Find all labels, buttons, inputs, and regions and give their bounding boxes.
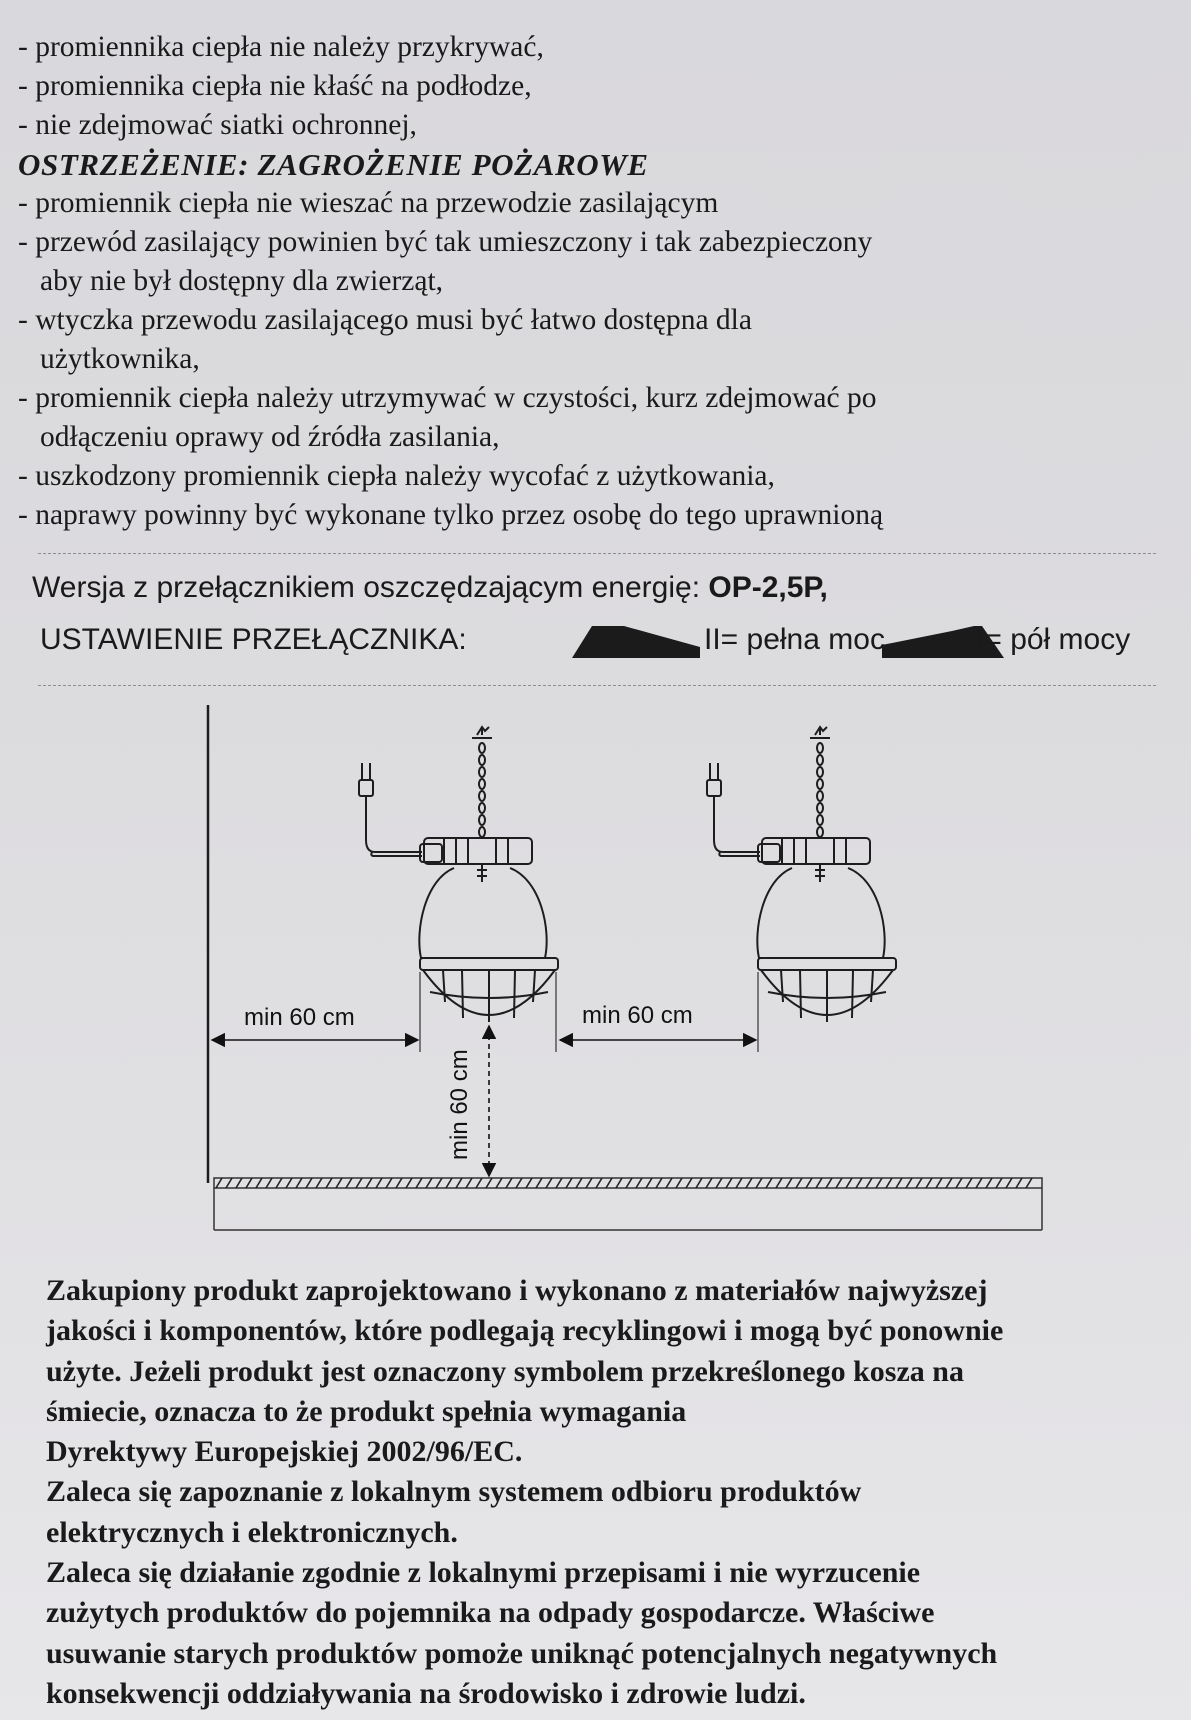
wall-distance-label: min 60 cm bbox=[244, 1004, 355, 1031]
version-line bbox=[32, 571, 828, 605]
warning-line: - promiennika ciepła nie należy przykrywać, bbox=[18, 31, 544, 63]
warning-line: - promiennika ciepła nie kłaść na podłodze, bbox=[18, 70, 532, 102]
disposal-line: usuwanie starych produktów pomoże uniknąć potencjalnych negatywnych bbox=[46, 1636, 998, 1670]
disposal-line: jakości i komponentów, które podlegają recyklingowi i mogą być ponownie bbox=[46, 1314, 1004, 1348]
warning-line: odłączeniu oprawy od źródła zasilania, bbox=[40, 421, 500, 453]
warning-line: - uszkodzony promiennik ciepła należy wycofać z użytkowania, bbox=[18, 460, 775, 492]
disposal-line: Dyrektywy Europejskiej 2002/96/EC. bbox=[46, 1435, 523, 1469]
disposal-line: Zaleca się zapoznanie z lokalnym systemem odbioru produktów bbox=[46, 1475, 862, 1509]
heat-lamp-icon bbox=[707, 727, 896, 1022]
heat-lamp-icon bbox=[359, 727, 558, 1022]
disposal-line: elektrycznych i elektronicznych. bbox=[46, 1515, 458, 1549]
disposal-line: konsekwencji oddziaływania na środowisko i zdrowie ludzi. bbox=[46, 1676, 806, 1710]
disposal-line: śmiecie, oznacza to że produkt spełnia wymagania bbox=[46, 1394, 687, 1428]
warning-line: - przewód zasilający powinien być tak umieszczony i tak zabezpieczony bbox=[18, 226, 873, 258]
floor bbox=[214, 1178, 1042, 1230]
warning-line: aby nie był dostępny dla zwierząt, bbox=[40, 265, 444, 297]
disposal-line: zużytych produktów do pojemnika na odpady gospodarcze. Właściwe bbox=[46, 1596, 935, 1630]
switch-setting-line bbox=[40, 623, 1165, 667]
warning-line: - promiennik ciepła nie wieszać na przewodzie zasilającym bbox=[18, 187, 719, 219]
warning-line: - wtyczka przewodu zasilającego musi być łatwo dostępna dla bbox=[18, 304, 752, 336]
warning-line: użytkownika, bbox=[40, 343, 200, 375]
disposal-line: użyte. Jeżeli produkt jest oznaczony symbolem przekreślonego kosza na bbox=[46, 1354, 964, 1388]
warning-line: - nie zdejmować siatki ochronnej, bbox=[18, 109, 417, 141]
disposal-line: Zakupiony produkt zaprojektowano i wykonano z materiałów najwyższej bbox=[46, 1274, 988, 1307]
warning-line: - naprawy powinny być wykonane tylko przez osobę do tego uprawnioną bbox=[18, 499, 884, 531]
switch-setting-label: USTAWIENIE PRZEŁĄCZNIKA: bbox=[40, 623, 467, 656]
fire-warning-heading: OSTRZEŻENIE: ZAGROŻENIE POŻAROWE bbox=[18, 147, 649, 182]
safety-warnings bbox=[18, 28, 1168, 535]
full-power-label: II= pełna moc bbox=[704, 623, 885, 656]
installation-diagram bbox=[0, 690, 1191, 1250]
half-power-label: I= pół mocy bbox=[976, 623, 1131, 656]
between-distance-label: min 60 cm bbox=[582, 1002, 693, 1029]
divider bbox=[38, 553, 1156, 554]
switch-position-ii-icon bbox=[572, 625, 702, 659]
disposal-information bbox=[46, 1271, 1171, 1714]
version-label: Wersja z przełącznikiem oszczędzającym energię: bbox=[32, 571, 701, 604]
warning-line: - promiennik ciepła należy utrzymywać w czystości, kurz zdejmować po bbox=[18, 382, 877, 414]
disposal-line: Zaleca się działanie zgodnie z lokalnymi przepisami i nie wyrzucenie bbox=[46, 1556, 921, 1590]
divider bbox=[38, 685, 1156, 686]
model-number: OP-2,5P, bbox=[708, 571, 828, 604]
floor-distance-label: min 60 cm bbox=[446, 1049, 473, 1160]
